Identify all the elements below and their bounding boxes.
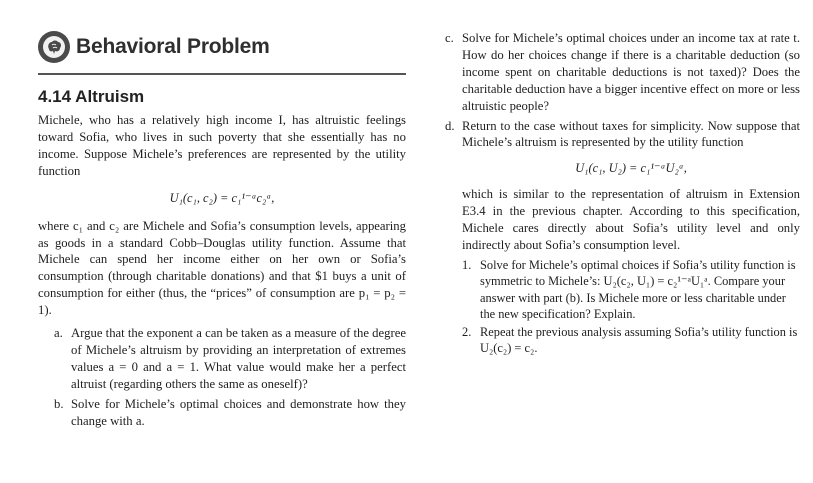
part-b xyxy=(54,396,406,430)
left-column xyxy=(38,30,406,430)
utility-equation-1: U₁(c₁, c₂) = c₁¹⁻ᵃc₂ᵃ, xyxy=(169,190,275,205)
brain-icon xyxy=(38,31,70,63)
problem-where: where c₁ and c₂ are Michele and Sofia’s consumption levels, appearing as goods in a standard Cobb–Douglas utility function. Assume that Michele can spend her income either on her own or Sofia’s consumption (through charitable donations) and that $1 buys a unit of consumption for either (thus, the “prices” of consumption are p₁ = p₂ = 1). xyxy=(38,218,406,318)
part-text: Return to the case without taxes for simplicity. Now suppose that Michele’s altruism is represented by the utility function xyxy=(462,118,800,150)
section-header xyxy=(38,30,406,64)
part-label: b. xyxy=(54,396,64,411)
subpart-text: Repeat the previous analysis assuming Sofia’s utility function is U₂(c₂) = c₂. xyxy=(480,325,798,356)
subpart-label: 1. xyxy=(462,257,472,272)
part-label: d. xyxy=(445,118,455,133)
problem-title: 4.14 Altruism xyxy=(38,87,145,106)
problem-intro: Michele, who has a relatively high income I, has altruistic feelings toward Sofia, who lives in such poverty that she essentially has no income. Suppose Michele’s preferences are represented by the utility function xyxy=(38,113,406,178)
subpart-1 xyxy=(462,257,800,322)
subpart-2 xyxy=(462,324,800,357)
section-title: Behavioral Problem xyxy=(76,35,270,58)
part-label: c. xyxy=(445,31,454,45)
part-label: a. xyxy=(54,326,63,341)
part-a xyxy=(54,325,406,393)
part-text: Solve for Michele’s optimal choices and demonstrate how they change with a. xyxy=(71,396,406,428)
subpart-text: Solve for Michele’s optimal choices if Sofia’s utility function is symmetric to Michele’s: U₂(c₂, U₁) = c₂¹⁻ᵃU₁ᵃ. Compare your answer with part (b). Is Michele more or less charitable under the new specification? Explain. xyxy=(480,257,796,321)
part-d-continued: which is similar to the representation of altruism in Extension E3.4 in the previous chapter. According to this specification, Michele cares directly about Sofia’s utility level and only indirectly about Sofia’s consumption level. xyxy=(462,187,800,253)
part-c xyxy=(445,30,800,115)
part-text: Solve for Michele’s optimal choices under an income tax at rate t. How do her choices change if there is a charitable deduction (so income spent on charitable deductions is not taxed)? Does the charitable deduction have a bigger incentive effect on more or less altruistic people? xyxy=(462,31,800,113)
right-column xyxy=(445,30,800,357)
subpart-label: 2. xyxy=(462,325,472,340)
part-d xyxy=(445,118,800,152)
part-text: Argue that the exponent a can be taken as a measure of the degree of Michele’s altruism by providing an interpretation of extremes values a = 0 and a = 1. What value would make her a perfect altruist (regarding others the same as oneself)? xyxy=(71,326,406,391)
section-divider xyxy=(38,73,406,75)
utility-equation-2: U₁(c₁, U₂) = c₁¹⁻ᵃU₂ᵃ, xyxy=(575,161,687,176)
